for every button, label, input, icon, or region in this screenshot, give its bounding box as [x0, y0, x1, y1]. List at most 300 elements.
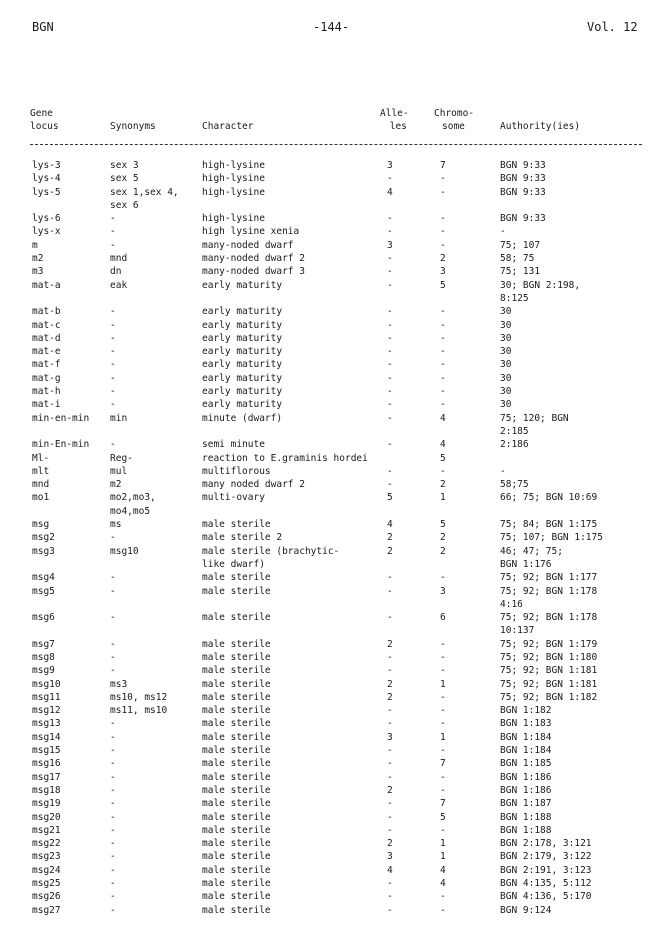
synonym: Reg- — [110, 452, 133, 464]
character: male sterile 2 — [202, 532, 283, 544]
authority: 58;75 — [500, 479, 529, 491]
alleles: - — [387, 372, 393, 384]
chromosome: - — [440, 718, 446, 730]
alleles: 2 — [387, 838, 393, 850]
authority: 8:125 — [500, 292, 529, 304]
alleles: 3 — [387, 239, 393, 251]
character: early maturity — [202, 306, 283, 318]
authority: BGN 1:182 — [500, 705, 552, 717]
table-row — [0, 850, 664, 863]
authority: BGN 1:186 — [500, 784, 552, 796]
character: high-lysine — [202, 186, 265, 198]
synonym: - — [110, 891, 116, 903]
synonym: - — [110, 532, 116, 544]
table-row — [0, 611, 664, 638]
gene-locus: msg11 — [32, 691, 61, 703]
authority: - — [500, 226, 506, 238]
table-row — [0, 265, 664, 278]
table-row — [0, 771, 664, 784]
table-row — [0, 797, 664, 810]
chromosome: - — [440, 891, 446, 903]
alleles: - — [387, 279, 393, 291]
synonym: - — [110, 306, 116, 318]
table-row — [0, 904, 664, 917]
character: early maturity — [202, 399, 283, 411]
alleles: - — [387, 346, 393, 358]
chromosome: 2 — [440, 479, 446, 491]
character: male sterile — [202, 904, 271, 916]
gene-locus: msg7 — [32, 638, 55, 650]
synonym: - — [110, 838, 116, 850]
authority: BGN 2:179, 3:122 — [500, 851, 592, 863]
gene-locus: msg10 — [32, 678, 61, 690]
chromosome: 6 — [440, 612, 446, 624]
character: male sterile — [202, 838, 271, 850]
authority: 75; 120; BGN — [500, 412, 569, 424]
col-character: Character — [202, 121, 254, 132]
character: multiflorous — [202, 465, 271, 477]
table-row — [0, 691, 664, 704]
chromosome: 2 — [440, 545, 446, 557]
gene-locus: msg16 — [32, 758, 61, 770]
synonym: - — [110, 824, 116, 836]
character: high-lysine — [202, 160, 265, 171]
alleles: - — [387, 439, 393, 451]
authority: BGN 1:186 — [500, 771, 552, 783]
table-row — [0, 811, 664, 824]
chromosome: - — [440, 665, 446, 677]
authority: 30 — [500, 306, 512, 318]
table-row — [0, 252, 664, 265]
character: like dwarf) — [202, 558, 265, 570]
authority: 58; 75 — [500, 253, 535, 265]
header-rule — [30, 144, 642, 145]
chromosome: - — [440, 824, 446, 836]
table-row — [0, 239, 664, 252]
character: male sterile — [202, 878, 271, 890]
character: male sterile — [202, 731, 271, 743]
chromosome: 2 — [440, 532, 446, 544]
authority: 30 — [500, 346, 512, 358]
character: male sterile (brachytic- — [202, 545, 340, 557]
alleles: - — [387, 824, 393, 836]
authority: 66; 75; BGN 10:69 — [500, 492, 598, 504]
table-row — [0, 372, 664, 385]
col-alleles: Alle- les — [380, 108, 409, 132]
gene-locus: msg15 — [32, 745, 61, 757]
authority: 4:16 — [500, 598, 523, 610]
character: male sterile — [202, 651, 271, 663]
alleles: - — [387, 399, 393, 411]
table-row — [0, 465, 664, 478]
synonym: - — [110, 572, 116, 584]
character: high lysine xenia — [202, 226, 300, 238]
character: male sterile — [202, 798, 271, 810]
authority: 75; 131 — [500, 266, 541, 278]
synonym: - — [110, 346, 116, 358]
table-row — [0, 398, 664, 411]
character: male sterile — [202, 891, 271, 903]
chromosome: - — [440, 465, 446, 477]
gene-locus: mlt — [32, 465, 50, 477]
gene-locus: msg27 — [32, 904, 61, 916]
authority: 75; 92; BGN 1:182 — [500, 691, 598, 703]
alleles: - — [387, 253, 393, 265]
gene-locus: msg6 — [32, 612, 55, 624]
table-row — [0, 212, 664, 225]
table-row — [0, 172, 664, 185]
gene-locus: msg8 — [32, 651, 55, 663]
gene-locus: min-En-min — [32, 439, 90, 451]
authority: BGN 1:183 — [500, 718, 552, 730]
table-row — [0, 717, 664, 730]
alleles: - — [387, 718, 393, 730]
chromosome: 3 — [440, 266, 446, 278]
synonym: - — [110, 239, 116, 251]
synonym: - — [110, 585, 116, 597]
gene-locus: msg4 — [32, 572, 55, 584]
gene-locus: msg20 — [32, 811, 61, 823]
alleles: - — [387, 213, 393, 225]
synonym: eak — [110, 279, 128, 291]
authority: 75; 84; BGN 1:175 — [500, 519, 598, 531]
synonym: - — [110, 771, 116, 783]
alleles: - — [387, 266, 393, 278]
character: male sterile — [202, 612, 271, 624]
chromosome: 5 — [440, 519, 446, 531]
gene-table — [0, 159, 664, 917]
character: male sterile — [202, 665, 271, 677]
synonym: - — [110, 745, 116, 757]
character: early maturity — [202, 319, 283, 331]
alleles: 2 — [387, 678, 393, 690]
alleles: - — [387, 798, 393, 810]
alleles: 3 — [387, 851, 393, 863]
authority: 75; 92; BGN 1:180 — [500, 651, 598, 663]
gene-locus: msg22 — [32, 838, 61, 850]
chromosome: - — [440, 904, 446, 916]
synonym: - — [110, 651, 116, 663]
table-row — [0, 757, 664, 770]
gene-locus: msg13 — [32, 718, 61, 730]
authority: 2:185 — [500, 425, 529, 437]
chromosome: - — [440, 771, 446, 783]
chromosome: - — [440, 784, 446, 796]
gene-locus: mat-h — [32, 386, 61, 398]
character: male sterile — [202, 745, 271, 757]
gene-locus: msg19 — [32, 798, 61, 810]
gene-locus: msg — [32, 519, 50, 531]
chromosome: - — [440, 638, 446, 650]
synonym: sex 6 — [110, 199, 139, 211]
chromosome: - — [440, 346, 446, 358]
gene-locus: msg23 — [32, 851, 61, 863]
gene-locus: msg9 — [32, 665, 55, 677]
synonym: - — [110, 372, 116, 384]
synonym: - — [110, 811, 116, 823]
synonym: - — [110, 439, 116, 451]
table-row — [0, 332, 664, 345]
table-row — [0, 531, 664, 544]
authority: 30 — [500, 372, 512, 384]
chromosome: 7 — [440, 160, 446, 171]
alleles: - — [387, 412, 393, 424]
authority: BGN 4:136, 5:170 — [500, 891, 592, 903]
character: early maturity — [202, 332, 283, 344]
alleles: 4 — [387, 864, 393, 876]
character: male sterile — [202, 638, 271, 650]
alleles: 2 — [387, 532, 393, 544]
synonym: dn — [110, 266, 122, 278]
chromosome: 1 — [440, 731, 446, 743]
synonym: - — [110, 731, 116, 743]
table-row — [0, 545, 664, 572]
character: male sterile — [202, 771, 271, 783]
gene-locus: m2 — [32, 253, 44, 265]
chromosome: 5 — [440, 811, 446, 823]
synonym: ms — [110, 519, 122, 531]
chromosome: 4 — [440, 878, 446, 890]
character: many-noded dwarf 3 — [202, 266, 305, 278]
volume-number: Vol. 12 — [587, 20, 638, 34]
gene-locus: mat-d — [32, 332, 61, 344]
alleles: - — [387, 465, 393, 477]
table-row — [0, 319, 664, 332]
gene-locus: mat-g — [32, 372, 61, 384]
table-row — [0, 438, 664, 451]
synonym: - — [110, 758, 116, 770]
table-row — [0, 478, 664, 491]
alleles: - — [387, 904, 393, 916]
synonym: ms3 — [110, 678, 128, 690]
gene-locus: lys-6 — [32, 213, 61, 225]
gene-locus: msg2 — [32, 532, 55, 544]
synonym: sex 5 — [110, 173, 139, 185]
synonym: - — [110, 399, 116, 411]
synonym: - — [110, 798, 116, 810]
synonym: - — [110, 386, 116, 398]
table-row — [0, 704, 664, 717]
alleles: 4 — [387, 186, 393, 198]
authority: BGN 2:178, 3:121 — [500, 838, 592, 850]
authority: BGN 1:176 — [500, 558, 552, 570]
chromosome: 1 — [440, 492, 446, 504]
character: male sterile — [202, 678, 271, 690]
table-row — [0, 890, 664, 903]
synonym: - — [110, 864, 116, 876]
authority: 75; 107; BGN 1:175 — [500, 532, 603, 544]
table-row — [0, 518, 664, 531]
alleles: - — [387, 359, 393, 371]
table-row — [0, 784, 664, 797]
character: high-lysine — [202, 213, 265, 225]
alleles: - — [387, 891, 393, 903]
alleles: - — [387, 585, 393, 597]
synonym: - — [110, 332, 116, 344]
alleles: - — [387, 811, 393, 823]
authority: - — [500, 465, 506, 477]
table-row — [0, 731, 664, 744]
synonym: min — [110, 412, 128, 424]
synonym: ms10, ms12 — [110, 691, 168, 703]
authority: BGN 1:185 — [500, 758, 552, 770]
authority: 30 — [500, 386, 512, 398]
authority: 75; 92; BGN 1:177 — [500, 572, 598, 584]
authority: BGN 1:188 — [500, 811, 552, 823]
gene-locus: mnd — [32, 479, 50, 491]
col-gene-locus: Gene locus — [30, 108, 59, 132]
gene-locus: mat-a — [32, 279, 61, 291]
gene-locus: msg18 — [32, 784, 61, 796]
authority: 2:186 — [500, 439, 529, 451]
table-row — [0, 385, 664, 398]
chromosome: 5 — [440, 279, 446, 291]
table-row — [0, 305, 664, 318]
synonym: sex 3 — [110, 160, 139, 171]
alleles: - — [387, 758, 393, 770]
gene-locus: msg26 — [32, 891, 61, 903]
gene-locus: msg12 — [32, 705, 61, 717]
character: male sterile — [202, 758, 271, 770]
alleles: 2 — [387, 545, 393, 557]
chromosome: - — [440, 745, 446, 757]
table-row — [0, 678, 664, 691]
alleles: - — [387, 319, 393, 331]
character: early maturity — [202, 346, 283, 358]
table-row — [0, 225, 664, 238]
authority: BGN 2:191, 3:123 — [500, 864, 592, 876]
table-row — [0, 824, 664, 837]
character: male sterile — [202, 784, 271, 796]
chromosome: 5 — [440, 452, 446, 464]
synonym: - — [110, 638, 116, 650]
gene-locus: lys-5 — [32, 186, 61, 198]
authority: 30 — [500, 332, 512, 344]
gene-locus: msg5 — [32, 585, 55, 597]
chromosome: 1 — [440, 678, 446, 690]
chromosome: 3 — [440, 585, 446, 597]
alleles: - — [387, 173, 393, 185]
alleles: 3 — [387, 731, 393, 743]
gene-locus: lys-3 — [32, 160, 61, 171]
table-row — [0, 279, 664, 306]
alleles: 3 — [387, 160, 393, 171]
character: high-lysine — [202, 173, 265, 185]
table-row — [0, 452, 664, 465]
synonym: - — [110, 612, 116, 624]
synonym: mul — [110, 465, 128, 477]
alleles: - — [387, 572, 393, 584]
character: many-noded dwarf — [202, 239, 294, 251]
chromosome: - — [440, 399, 446, 411]
synonym: msg10 — [110, 545, 139, 557]
authority: 75; 92; BGN 1:178 — [500, 612, 598, 624]
alleles: 2 — [387, 691, 393, 703]
authority: 75; 92; BGN 1:179 — [500, 638, 598, 650]
synonym: - — [110, 319, 116, 331]
chromosome: - — [440, 213, 446, 225]
alleles: - — [387, 479, 393, 491]
table-row — [0, 837, 664, 850]
synonym: - — [110, 665, 116, 677]
synonym: ms11, ms10 — [110, 705, 168, 717]
chromosome: - — [440, 226, 446, 238]
table-row — [0, 358, 664, 371]
synonym: mnd — [110, 253, 128, 265]
chromosome: - — [440, 359, 446, 371]
alleles: - — [387, 771, 393, 783]
synonym: - — [110, 878, 116, 890]
alleles: - — [387, 386, 393, 398]
gene-locus: mat-b — [32, 306, 61, 318]
character: minute (dwarf) — [202, 412, 283, 424]
character: early maturity — [202, 359, 283, 371]
character: male sterile — [202, 864, 271, 876]
character: early maturity — [202, 279, 283, 291]
synonym: - — [110, 213, 116, 225]
authority: BGN 4:135, 5:112 — [500, 878, 592, 890]
table-row — [0, 412, 664, 439]
col-authority: Authority(ies) — [500, 121, 581, 132]
chromosome: - — [440, 319, 446, 331]
authority: BGN 9:33 — [500, 213, 546, 225]
character: male sterile — [202, 585, 271, 597]
character: male sterile — [202, 691, 271, 703]
chromosome: - — [440, 386, 446, 398]
table-row — [0, 571, 664, 584]
gene-locus: m3 — [32, 266, 44, 278]
alleles: 4 — [387, 519, 393, 531]
alleles: - — [387, 745, 393, 757]
authority: 75; 92; BGN 1:178 — [500, 585, 598, 597]
chromosome: 4 — [440, 439, 446, 451]
gene-locus: mat-c — [32, 319, 61, 331]
character: many noded dwarf 2 — [202, 479, 305, 491]
chromosome: 7 — [440, 798, 446, 810]
character: male sterile — [202, 851, 271, 863]
col-synonyms: Synonyms — [110, 121, 156, 132]
alleles: 5 — [387, 492, 393, 504]
character: early maturity — [202, 386, 283, 398]
table-row — [0, 491, 664, 518]
chromosome: - — [440, 332, 446, 344]
synonym: - — [110, 784, 116, 796]
authority: 30 — [500, 319, 512, 331]
authority: BGN 1:184 — [500, 731, 552, 743]
gene-locus: msg24 — [32, 864, 61, 876]
gene-locus: mat-i — [32, 399, 61, 411]
character: male sterile — [202, 519, 271, 531]
table-row — [0, 159, 664, 172]
character: semi minute — [202, 439, 265, 451]
chromosome: - — [440, 705, 446, 717]
authority: 30 — [500, 399, 512, 411]
chromosome: - — [440, 572, 446, 584]
table-row — [0, 585, 664, 612]
authority: BGN 1:188 — [500, 824, 552, 836]
chromosome: 4 — [440, 412, 446, 424]
chromosome: - — [440, 372, 446, 384]
synonym: - — [110, 359, 116, 371]
synonym: - — [110, 718, 116, 730]
gene-locus: msg17 — [32, 771, 61, 783]
chromosome: - — [440, 651, 446, 663]
chromosome: - — [440, 173, 446, 185]
table-row — [0, 186, 664, 213]
chromosome: 2 — [440, 253, 446, 265]
character: male sterile — [202, 811, 271, 823]
col-chromosome: Chromo- some — [434, 108, 475, 132]
